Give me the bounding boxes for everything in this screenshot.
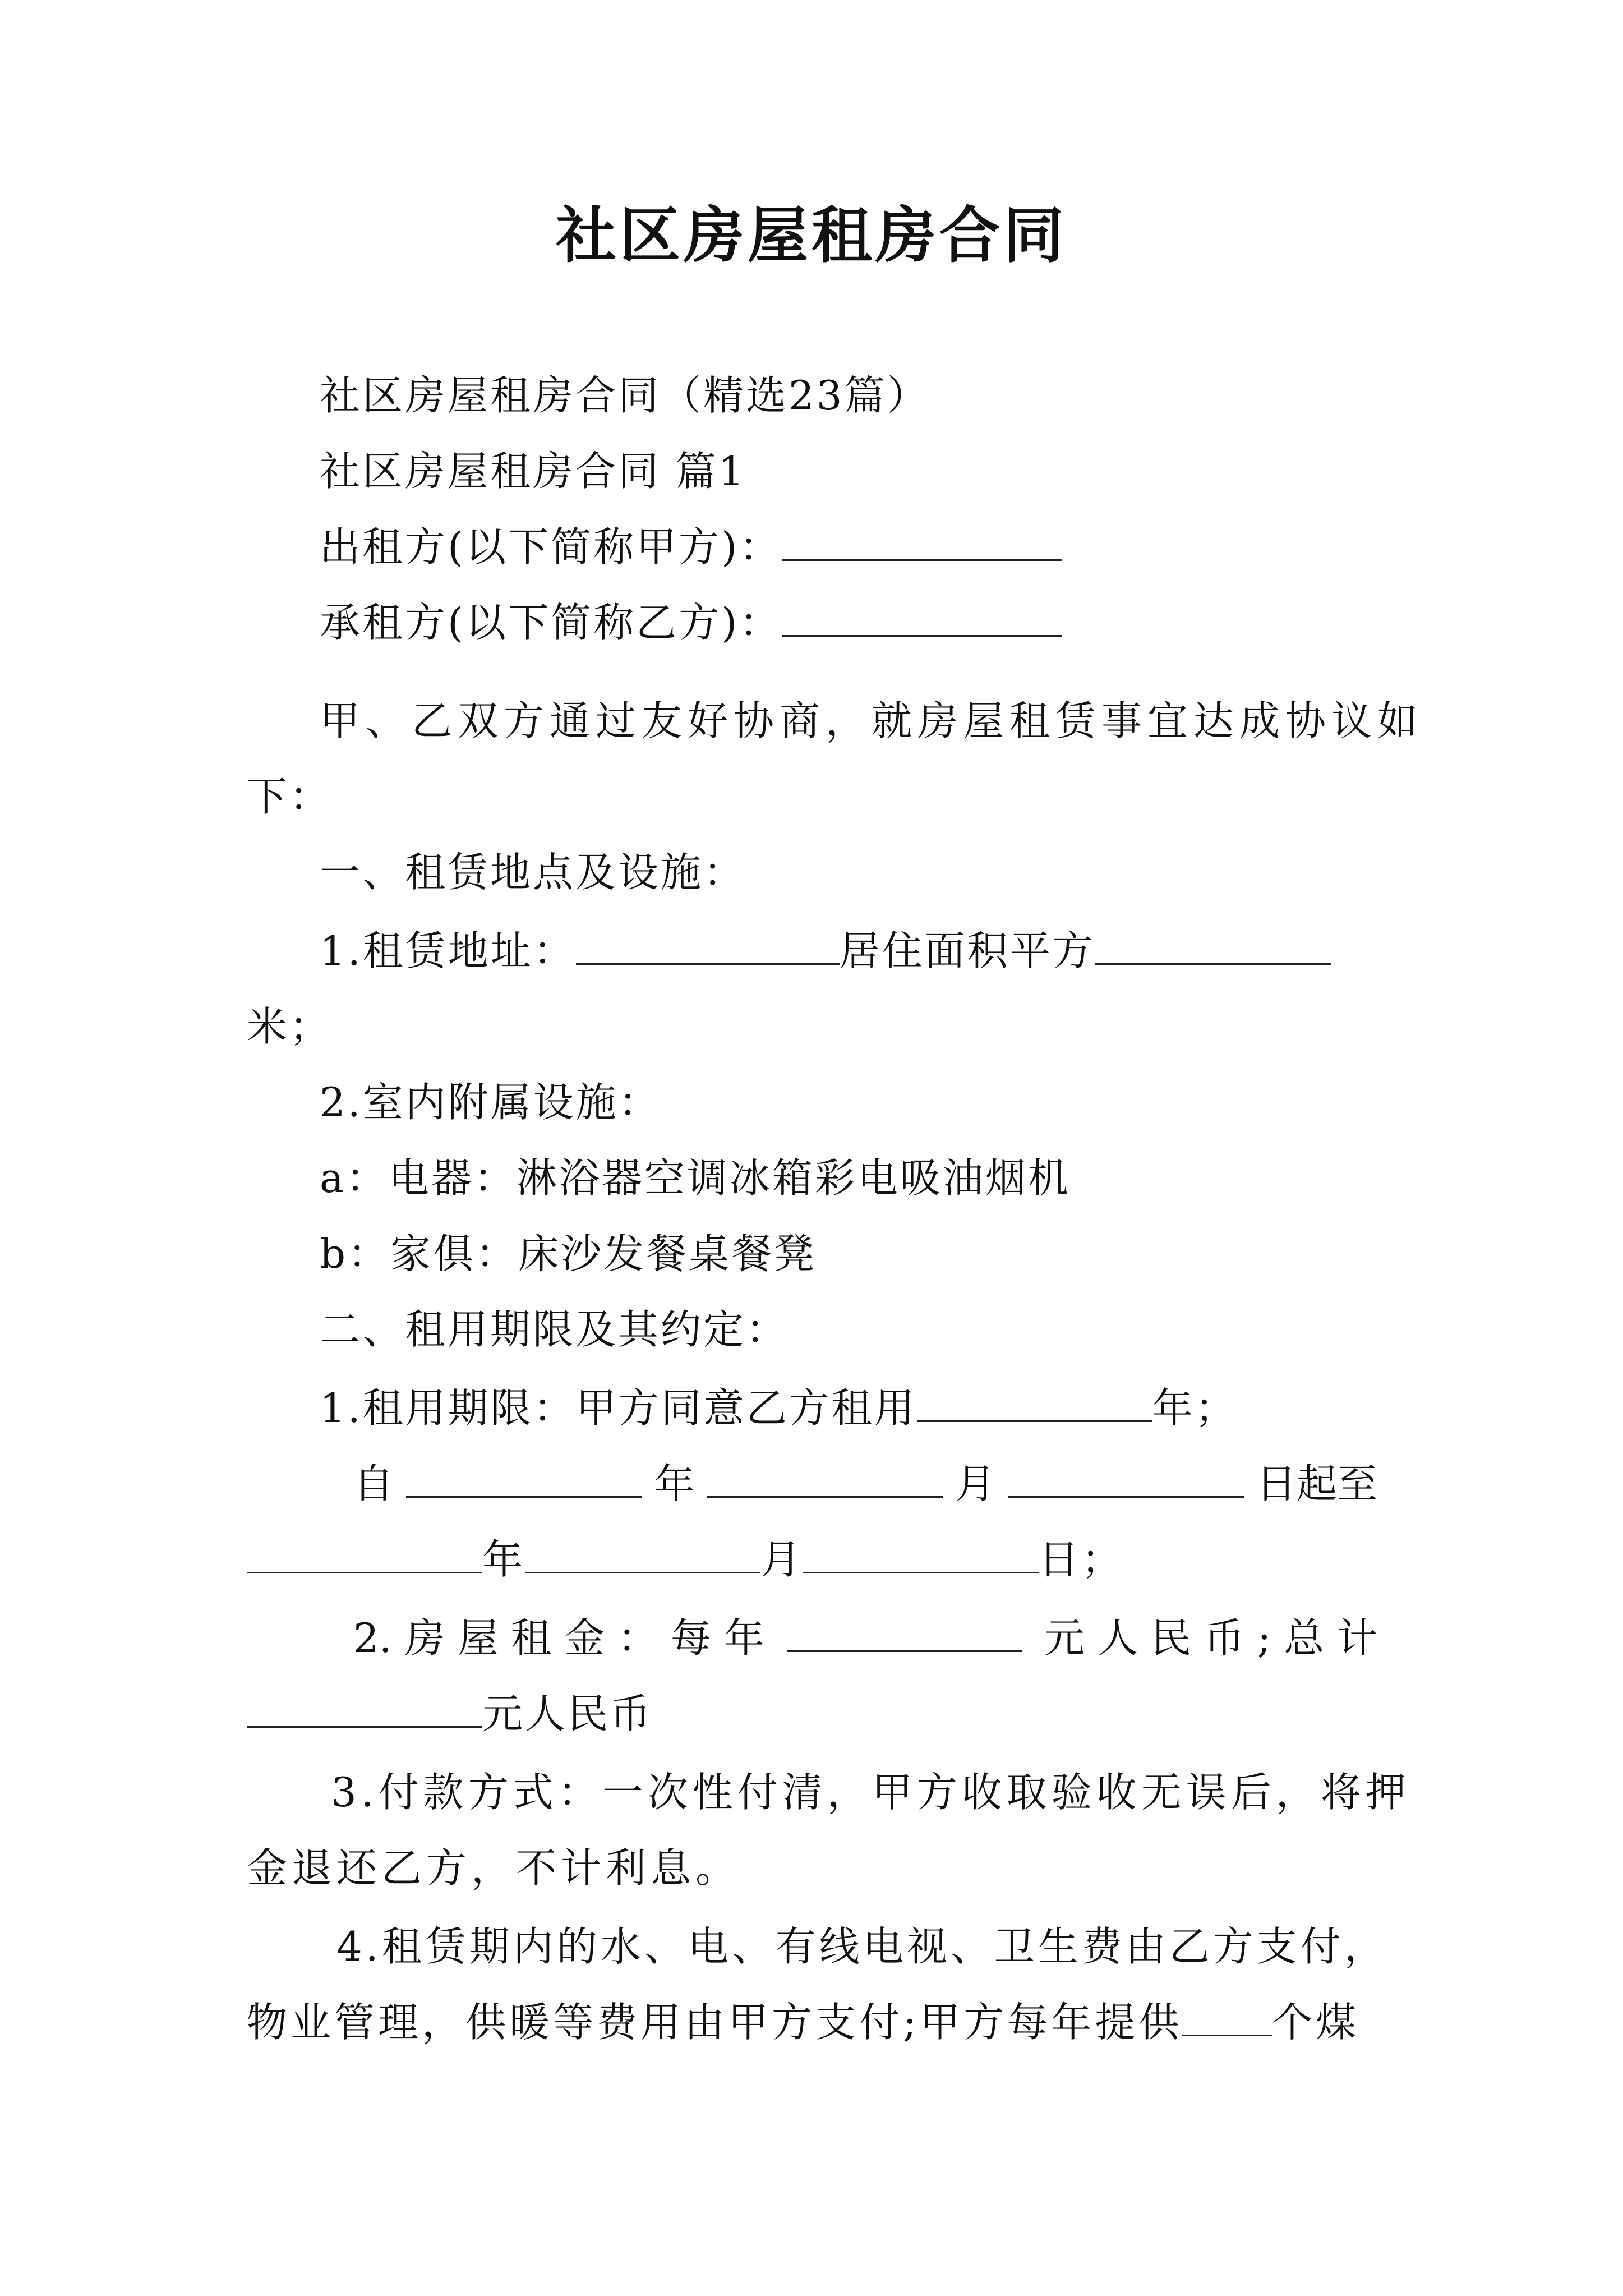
payment-line: 3.付款方式：一次性付清，甲方收取验收无误后，将押 <box>331 1769 1410 1816</box>
end-day-blank <box>803 1537 1039 1573</box>
end-year-blank <box>247 1537 482 1573</box>
term-years-unit: 年； <box>1152 1384 1238 1432</box>
term-label: 1.租用期限：甲方同意乙方租用 <box>320 1384 917 1432</box>
clause-heading: 二、租用期限及其约定： <box>320 1306 789 1353</box>
clause-heading: 一、租赁地点及设施： <box>320 849 746 896</box>
day-unit: 日； <box>1039 1536 1124 1583</box>
lessee-label: 承租方(以下简称乙方)： <box>320 599 782 646</box>
lessee-blank <box>782 600 1062 637</box>
rent-line <box>353 1610 1377 1666</box>
month-unit: 月 <box>955 1460 996 1507</box>
document-title: 社区房屋租房合同 <box>555 200 1067 271</box>
total-rent-line <box>247 1686 653 1742</box>
end-date-line <box>247 1531 1124 1588</box>
annual-rent-blank <box>787 1616 1022 1652</box>
term-line <box>320 1380 1238 1436</box>
area-label: 居住面积平方 <box>839 927 1095 974</box>
area-blank <box>1095 928 1331 965</box>
lessor-line <box>320 519 1062 575</box>
date-range-line <box>353 1456 1377 1512</box>
until-label: 日起至 <box>1256 1460 1377 1507</box>
end-month-blank <box>525 1537 760 1573</box>
year-unit: 年 <box>482 1536 525 1583</box>
month-unit: 月 <box>760 1536 804 1583</box>
start-month-blank <box>707 1461 943 1498</box>
rent-total-label: 元 人 民 币 ; 总 计 <box>1044 1614 1377 1662</box>
fees-text: 物业管理，供暖等费用由甲方支付;甲方每年提供 <box>247 1999 1183 2046</box>
lessee-line <box>320 595 1062 651</box>
coal-text: 个煤 <box>1272 1999 1360 2046</box>
year-unit: 年 <box>654 1460 695 1507</box>
start-year-blank <box>406 1461 642 1498</box>
from-label: 自 <box>353 1460 394 1507</box>
paragraph-line: 米； <box>247 1003 333 1050</box>
paragraph-line: 甲、乙双方通过友好协商，就房屋租赁事宜达成协议如 <box>320 697 1424 744</box>
furniture-line: b：家俱：床沙发餐桌餐凳 <box>320 1230 817 1277</box>
address-line <box>320 923 1331 979</box>
address-label: 1.租赁地址： <box>320 927 576 974</box>
currency-label: 元人民币 <box>482 1690 653 1737</box>
rent-label: 2. 房 屋 租 金 ： 每 年 <box>353 1614 764 1662</box>
lessor-blank <box>782 524 1062 561</box>
address-blank <box>576 928 840 965</box>
lessor-label: 出租方(以下简称甲方)： <box>320 523 782 570</box>
fees-line: 4.租赁期内的水、电、有线电视、卫生费由乙方支付， <box>336 1923 1388 1970</box>
fees-line-cont <box>247 1994 1359 2050</box>
coal-count-blank <box>1182 2000 1272 2036</box>
facilities-heading: 2.室内附属设施： <box>320 1079 661 1126</box>
section-heading: 社区房屋租房合同 篇1 <box>320 448 746 495</box>
appliances-line: a：电器：淋浴器空调冰箱彩电吸油烟机 <box>320 1154 1071 1202</box>
term-years-blank <box>917 1386 1152 1422</box>
paragraph-line: 下： <box>247 773 333 820</box>
total-rent-blank <box>247 1691 482 1728</box>
subtitle-collection: 社区房屋租房合同（精选23篇） <box>320 372 930 419</box>
payment-line-cont: 金退还乙方，不计利息。 <box>247 1844 741 1892</box>
start-day-blank <box>1008 1461 1244 1498</box>
